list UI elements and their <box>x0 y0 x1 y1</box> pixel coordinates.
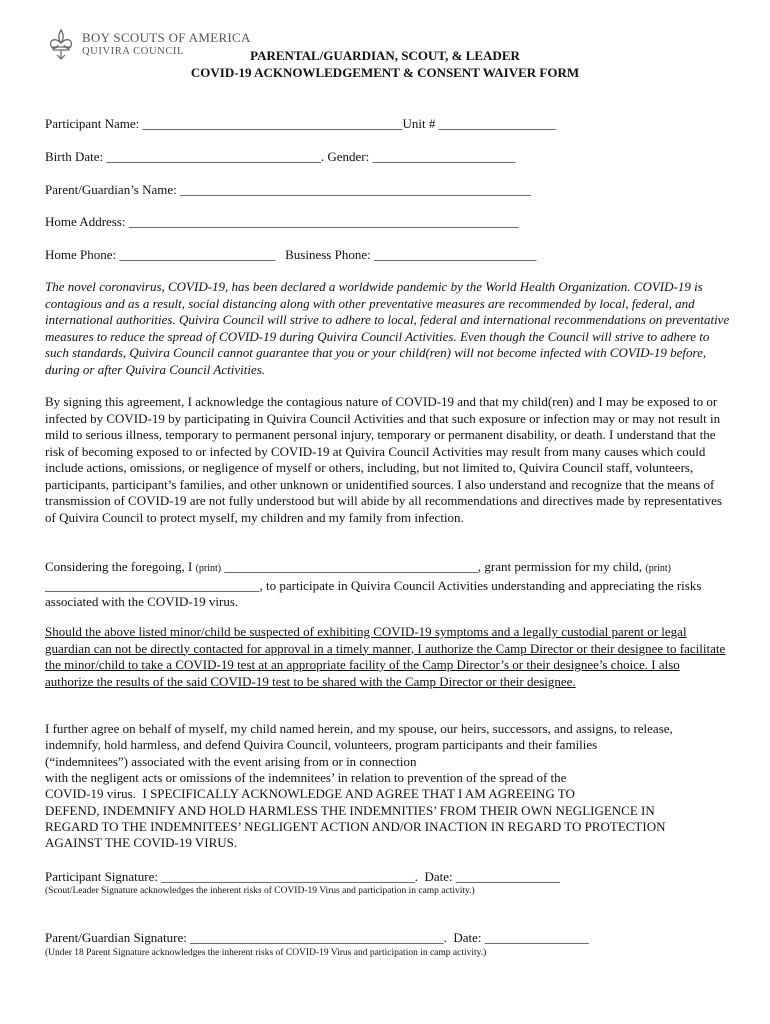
participant-signature-note: (Scout/Leader Signature acknowledges the inherent risks of COVID-19 Virus and participation in camp activity.) <box>45 886 475 896</box>
indemnify-line: (“indemnitees”) associated with the event arising from or in connection <box>45 754 417 769</box>
birth-date-gender-field[interactable]: Birth Date: _________________________________. Gender: ______________________ <box>45 149 516 164</box>
org-name: BOY SCOUTS OF AMERICA <box>82 30 251 45</box>
print-label: (print) <box>195 563 222 574</box>
indemnify-line: REGARD TO THE INDEMNITEES’ NEGLIGENT ACTION AND/OR INACTION IN REGARD TO PROTECTION <box>45 819 666 834</box>
participant-name-field[interactable]: Participant Name: ________________________________________Unit # __________________ <box>45 116 556 131</box>
indemnify-line: COVID-19 virus. I SPECIFICALLY ACKNOWLEDGE AND AGREE THAT I AM AGREEING TO <box>45 786 575 801</box>
form-title-line1: PARENTAL/GUARDIAN, SCOUT, & LEADER <box>250 48 520 63</box>
parent-signature-note: (Under 18 Parent Signature acknowledges the inherent risks of COVID-19 Virus and participation in camp activity.) <box>45 948 487 958</box>
indemnify-line: with the negligent acts or omissions of the indemnitees’ in relation to prevention of the spread of the <box>45 770 567 785</box>
parent-signature-field[interactable]: Parent/Guardian Signature: _______________________________________. Date: ________________ <box>45 930 589 945</box>
indemnify-line: DEFEND, INDEMNIFY AND HOLD HARMLESS THE INDEMNITIES’ FROM THEIR OWN NEGLIGENCE IN <box>45 803 655 818</box>
consent-paragraph <box>45 559 730 611</box>
print-label-child: (print) <box>645 563 671 574</box>
consent-text-c[interactable]: _________________________________, to participate in Quivira Council Activities understanding and appreciating the risks associated with the COVID-19 virus. <box>45 577 702 609</box>
indemnify-line: I further agree on behalf of myself, my child named herein, and my spouse, our heirs, successors, and assigns, to release, <box>45 721 673 736</box>
parent-name-field[interactable]: Parent/Guardian’s Name: ______________________________________________________ <box>45 182 532 197</box>
council-name: QUIVIRA COUNCIL <box>82 46 185 57</box>
consent-text-a: Considering the foregoing, I <box>45 559 196 574</box>
participant-signature-field[interactable]: Participant Signature: _______________________________________. Date: ________________ <box>45 869 560 884</box>
intro-paragraph: The novel coronavirus, COVID-19, has been declared a worldwide pandemic by the World Health Organization. COVID-19 is contagious and as a result, social distancing along with other preventative measures are recommended by local, federal, and international authorities. Quivira Council will strive to adhere to local, federal and international recommendations on preventative measures to reduce the spread of COVID-19 during Quivira Council Activities. Even though the Council will strive to adhere to such standards, Quivira Council cannot guarantee that you or your child(ren) will not become infected with COVID-19 before, during or after Quivira Council Activities. <box>45 279 730 377</box>
test-authorization-paragraph: Should the above listed minor/child be suspected of exhibiting COVID-19 symptoms and a legally custodial parent or legal guardian can not be directly contacted for approval in a timely manner, I authorize the Camp Director or their designee to facilitate the minor/child to take a COVID-19 test at an appropriate facility of the Camp Director’s or their designee’s choice. I also authorize the results of the said COVID-19 test to be shared with the Camp Director or their designee. <box>45 624 726 689</box>
home-address-field[interactable]: Home Address: ____________________________________________________________ <box>45 214 519 229</box>
indemnify-line: AGAINST THE COVID-19 VIRUS. <box>45 835 238 850</box>
acknowledgement-paragraph: By signing this agreement, I acknowledge the contagious nature of COVID-19 and that my child(ren) and I may be exposed to or infected by COVID-19 by participating in Quivira Council Activities and that such exposure or infection may or may not result in mild to serious illness, temporary to permanent personal injury, temporary or permanent disability, or death. I understand that the risk of becoming exposed to or infected by COVID-19 at Quivira Council Activities may result from many causes which could include actions, omissions, or negligence of myself or others, including, but not limited to, Quivira Council staff, volunteers, participants, participant’s families, and other unknown or unidentified sources. I also understand and recognize that the means of transmission of COVID-19 are not fully understood but will abide by all recommendations and directives made by representatives of Quivira Council to protect myself, my children and my family from infection. <box>45 394 722 525</box>
form-title-line2: COVID-19 ACKNOWLEDGEMENT & CONSENT WAIVER FORM <box>190 65 580 80</box>
indemnify-line: indemnify, hold harmless, and defend Quivira Council, volunteers, program participants and their families <box>45 737 598 752</box>
consent-text-b[interactable]: _______________________________________, grant permission for my child, <box>221 559 646 574</box>
phone-fields[interactable]: Home Phone: ________________________ Business Phone: _________________________ <box>45 247 537 262</box>
